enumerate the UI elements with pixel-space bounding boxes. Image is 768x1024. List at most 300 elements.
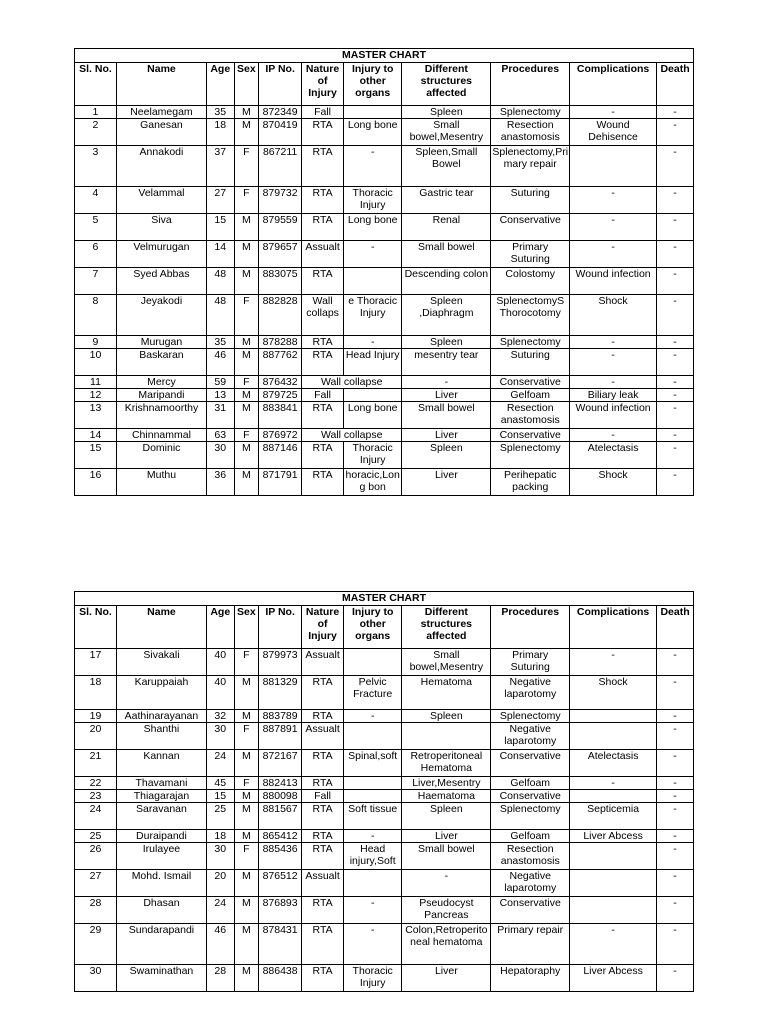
cell-procedures: SplenectomyS Thorocotomy — [491, 295, 570, 336]
cell-sl-no: 11 — [75, 376, 117, 389]
cell-death: - — [657, 241, 694, 268]
cell-ip-no: 872349 — [259, 106, 302, 119]
cell-sex: M — [234, 442, 259, 469]
cell-name: Saravanan — [116, 803, 206, 830]
cell-sex: F — [234, 146, 259, 187]
cell-name: Irulayee — [116, 843, 206, 870]
table-row — [75, 924, 694, 965]
cell-nature-of-injury: Fall — [302, 106, 344, 119]
cell-name: Jeyakodi — [116, 295, 206, 336]
cell-age: 25 — [206, 803, 234, 830]
cell-procedures: Colostomy — [491, 268, 570, 295]
cell-procedures: Primary Suturing — [491, 649, 570, 676]
table-row — [75, 710, 694, 723]
cell-injury-to-other-organs: - — [344, 924, 402, 965]
cell-ip-no: 886438 — [259, 965, 302, 992]
cell-sl-no: 16 — [75, 469, 117, 496]
cell-death: - — [657, 777, 694, 790]
cell-name: Dominic — [116, 442, 206, 469]
cell-sl-no: 29 — [75, 924, 117, 965]
cell-structures-affected: Renal — [402, 214, 491, 241]
cell-death: - — [657, 710, 694, 723]
cell-nature-of-injury: RTA — [302, 146, 344, 187]
cell-structures-affected: Spleen,Small Bowel — [402, 146, 491, 187]
cell-injury-to-other-organs: Thoracic Injury — [344, 187, 402, 214]
cell-death: - — [657, 723, 694, 750]
cell-name: Maripandi — [116, 389, 206, 402]
cell-complications: Shock — [570, 469, 657, 496]
cell-age: 63 — [206, 429, 234, 442]
cell-structures-affected: Small bowel — [402, 241, 491, 268]
cell-complications — [570, 146, 657, 187]
column-header-procedures: Procedures — [491, 606, 570, 649]
cell-death: - — [657, 119, 694, 146]
cell-age: 27 — [206, 187, 234, 214]
cell-death: - — [657, 106, 694, 119]
cell-ip-no: 878288 — [259, 336, 302, 349]
cell-ip-no: 879657 — [259, 241, 302, 268]
table-row — [75, 723, 694, 750]
cell-ip-no: 879559 — [259, 214, 302, 241]
cell-ip-no: 883075 — [259, 268, 302, 295]
column-header-sex: Sex — [234, 63, 259, 106]
cell-nature-of-injury: RTA — [302, 710, 344, 723]
cell-structures-affected: Small bowel — [402, 402, 491, 429]
cell-structures-affected: - — [402, 870, 491, 897]
cell-nature-of-injury: Assualt — [302, 723, 344, 750]
cell-nature-of-injury: RTA — [302, 897, 344, 924]
cell-structures-affected: Spleen — [402, 442, 491, 469]
table-row — [75, 119, 694, 146]
cell-injury-to-other-organs — [344, 389, 402, 402]
cell-structures-affected: Pseudocyst Pancreas — [402, 897, 491, 924]
cell-name: Sundarapandi — [116, 924, 206, 965]
cell-nature-of-injury: RTA — [302, 803, 344, 830]
column-header-name: Name — [116, 606, 206, 649]
cell-age: 36 — [206, 469, 234, 496]
cell-ip-no: 870419 — [259, 119, 302, 146]
cell-nature-of-injury: Assualt — [302, 870, 344, 897]
cell-nature-of-injury: Assualt — [302, 241, 344, 268]
cell-sex: M — [234, 676, 259, 710]
column-header-death: Death — [657, 606, 694, 649]
cell-ip-no: 879732 — [259, 187, 302, 214]
cell-structures-affected: Hematoma — [402, 676, 491, 710]
cell-complications: Wound Dehisence — [570, 119, 657, 146]
cell-age: 48 — [206, 268, 234, 295]
cell-injury-to-other-organs: Spinal,soft — [344, 750, 402, 777]
cell-structures-affected: - — [402, 376, 491, 389]
cell-death: - — [657, 924, 694, 965]
cell-nature-of-injury: RTA — [302, 469, 344, 496]
cell-death: - — [657, 750, 694, 777]
cell-complications — [570, 870, 657, 897]
cell-sex: M — [234, 106, 259, 119]
cell-name: Velmurugan — [116, 241, 206, 268]
cell-nature-of-injury: RTA — [302, 402, 344, 429]
cell-injury-to-other-organs: Thoracic Injury — [344, 965, 402, 992]
cell-injury-to-other-organs: - — [344, 830, 402, 843]
cell-ip-no: 882828 — [259, 295, 302, 336]
cell-sl-no: 23 — [75, 790, 117, 803]
cell-sex: M — [234, 924, 259, 965]
cell-injury-to-other-organs — [344, 106, 402, 119]
cell-procedures: Gelfoam — [491, 777, 570, 790]
cell-sex: F — [234, 429, 259, 442]
cell-complications: Liver Abcess — [570, 965, 657, 992]
cell-sl-no: 22 — [75, 777, 117, 790]
cell-complications: Liver Abcess — [570, 830, 657, 843]
cell-sl-no: 26 — [75, 843, 117, 870]
cell-nature-of-injury: RTA — [302, 187, 344, 214]
cell-ip-no: 887762 — [259, 349, 302, 376]
cell-sex: M — [234, 897, 259, 924]
cell-ip-no: 885436 — [259, 843, 302, 870]
cell-death: - — [657, 843, 694, 870]
cell-name: Kannan — [116, 750, 206, 777]
table-row — [75, 790, 694, 803]
cell-injury-to-other-organs: Soft tissue — [344, 803, 402, 830]
cell-nature-of-injury: RTA — [302, 676, 344, 710]
cell-procedures: Conservative — [491, 376, 570, 389]
cell-complications — [570, 790, 657, 803]
cell-structures-affected: Liver — [402, 429, 491, 442]
cell-death: - — [657, 965, 694, 992]
cell-age: 30 — [206, 442, 234, 469]
cell-name: Swaminathan — [116, 965, 206, 992]
cell-structures-affected: Haematoma — [402, 790, 491, 803]
cell-nature-of-injury: RTA — [302, 442, 344, 469]
cell-procedures: Gelfoam — [491, 389, 570, 402]
table-row — [75, 402, 694, 429]
cell-age: 37 — [206, 146, 234, 187]
cell-sex: F — [234, 376, 259, 389]
cell-complications: - — [570, 241, 657, 268]
cell-ip-no: 871791 — [259, 469, 302, 496]
cell-sex: M — [234, 870, 259, 897]
cell-nature-of-injury: RTA — [302, 349, 344, 376]
cell-ip-no: 872167 — [259, 750, 302, 777]
cell-injury-to-other-organs — [344, 723, 402, 750]
cell-sl-no: 6 — [75, 241, 117, 268]
cell-nature-of-injury: RTA — [302, 777, 344, 790]
cell-sl-no: 27 — [75, 870, 117, 897]
cell-injury-to-other-organs: - — [344, 710, 402, 723]
cell-procedures: Resection anastomosis — [491, 843, 570, 870]
cell-age: 14 — [206, 241, 234, 268]
cell-sl-no: 20 — [75, 723, 117, 750]
cell-nature-of-injury: RTA — [302, 924, 344, 965]
cell-procedures: Negative laparotomy — [491, 870, 570, 897]
table-row — [75, 214, 694, 241]
cell-sl-no: 9 — [75, 336, 117, 349]
column-header-structures-affected: Different structures affected — [402, 63, 491, 106]
cell-sl-no: 8 — [75, 295, 117, 336]
cell-ip-no: 867211 — [259, 146, 302, 187]
cell-death: - — [657, 790, 694, 803]
cell-complications — [570, 710, 657, 723]
cell-age: 24 — [206, 897, 234, 924]
cell-complications: Atelectasis — [570, 750, 657, 777]
table-row — [75, 146, 694, 187]
cell-complications: - — [570, 649, 657, 676]
table-row — [75, 870, 694, 897]
cell-name: Mercy — [116, 376, 206, 389]
cell-age: 15 — [206, 214, 234, 241]
table-row — [75, 187, 694, 214]
cell-structures-affected: Descending colon — [402, 268, 491, 295]
cell-name: Aathinarayanan — [116, 710, 206, 723]
cell-name: Chinnammal — [116, 429, 206, 442]
cell-age: 40 — [206, 676, 234, 710]
cell-nature-of-injury: RTA — [302, 214, 344, 241]
table-row — [75, 897, 694, 924]
cell-nature-of-injury: RTA — [302, 336, 344, 349]
cell-injury-to-other-organs: Thoracic Injury — [344, 442, 402, 469]
table-row — [75, 241, 694, 268]
cell-age: 15 — [206, 790, 234, 803]
cell-sl-no: 18 — [75, 676, 117, 710]
cell-death: - — [657, 830, 694, 843]
cell-sex: M — [234, 710, 259, 723]
cell-name: Shanthi — [116, 723, 206, 750]
column-header-death: Death — [657, 63, 694, 106]
cell-injury-to-other-organs — [344, 777, 402, 790]
cell-sex: M — [234, 750, 259, 777]
cell-sex: F — [234, 723, 259, 750]
table-row — [75, 676, 694, 710]
cell-name: Ganesan — [116, 119, 206, 146]
cell-structures-affected: Small bowel — [402, 843, 491, 870]
cell-name: Duraipandi — [116, 830, 206, 843]
cell-death: - — [657, 146, 694, 187]
cell-procedures: Gelfoam — [491, 830, 570, 843]
cell-sex: M — [234, 469, 259, 496]
cell-sex: M — [234, 402, 259, 429]
cell-nature-of-injury: RTA — [302, 119, 344, 146]
cell-sl-no: 19 — [75, 710, 117, 723]
cell-ip-no: 879725 — [259, 389, 302, 402]
cell-sex: M — [234, 241, 259, 268]
cell-age: 20 — [206, 870, 234, 897]
cell-name: Siva — [116, 214, 206, 241]
cell-sex: M — [234, 803, 259, 830]
cell-procedures: Conservative — [491, 897, 570, 924]
cell-sex: M — [234, 790, 259, 803]
cell-complications: Shock — [570, 295, 657, 336]
master-chart-table-2 — [74, 591, 694, 992]
cell-age: 30 — [206, 723, 234, 750]
cell-complications: - — [570, 349, 657, 376]
cell-sex: M — [234, 389, 259, 402]
cell-procedures: Perihepatic packing — [491, 469, 570, 496]
table-row — [75, 106, 694, 119]
cell-ip-no: 876893 — [259, 897, 302, 924]
cell-injury-to-other-organs: Long bone — [344, 214, 402, 241]
cell-nature-of-injury: Fall — [302, 389, 344, 402]
cell-sl-no: 25 — [75, 830, 117, 843]
cell-death: - — [657, 402, 694, 429]
cell-complications: - — [570, 214, 657, 241]
cell-death: - — [657, 336, 694, 349]
cell-structures-affected: Spleen — [402, 106, 491, 119]
cell-nature-of-injury: RTA — [302, 965, 344, 992]
cell-complications: - — [570, 336, 657, 349]
cell-ip-no: 876512 — [259, 870, 302, 897]
cell-procedures: Suturing — [491, 349, 570, 376]
cell-structures-affected: Spleen — [402, 710, 491, 723]
cell-structures-affected: Liver — [402, 965, 491, 992]
cell-death: - — [657, 268, 694, 295]
table-title: MASTER CHART — [75, 49, 694, 63]
table-title: MASTER CHART — [75, 592, 694, 606]
cell-death: - — [657, 897, 694, 924]
cell-age: 46 — [206, 349, 234, 376]
cell-injury-to-other-organs: - — [344, 336, 402, 349]
cell-complications: Wound infection — [570, 268, 657, 295]
table-body — [75, 106, 694, 496]
cell-ip-no: 883789 — [259, 710, 302, 723]
cell-age: 32 — [206, 710, 234, 723]
cell-structures-affected: Spleen — [402, 336, 491, 349]
column-header-procedures: Procedures — [491, 63, 570, 106]
cell-death: - — [657, 376, 694, 389]
column-header-nature-of-injury: Nature of Injury — [302, 63, 344, 106]
table-row — [75, 649, 694, 676]
cell-complications: Septicemia — [570, 803, 657, 830]
cell-injury-to-other-organs: - — [344, 897, 402, 924]
cell-procedures: Conservative — [491, 790, 570, 803]
cell-sl-no: 5 — [75, 214, 117, 241]
cell-structures-affected: Colon,Retroperitoneal hematoma — [402, 924, 491, 965]
cell-nature-of-injury: Wall collaps — [302, 295, 344, 336]
cell-name: Murugan — [116, 336, 206, 349]
column-header-injury-to-other-organs: Injury to other organs — [344, 606, 402, 649]
cell-injury-to-other-organs: Pelvic Fracture — [344, 676, 402, 710]
cell-age: 31 — [206, 402, 234, 429]
cell-name: Baskaran — [116, 349, 206, 376]
cell-nature-of-injury: RTA — [302, 750, 344, 777]
cell-name: Velammal — [116, 187, 206, 214]
cell-sex: F — [234, 649, 259, 676]
cell-complications: - — [570, 376, 657, 389]
cell-death: - — [657, 442, 694, 469]
cell-sl-no: 28 — [75, 897, 117, 924]
cell-procedures: Negative laparotomy — [491, 723, 570, 750]
column-header-complications: Complications — [570, 606, 657, 649]
column-header-nature-of-injury: Nature of Injury — [302, 606, 344, 649]
cell-injury-to-other-organs: Head Injury — [344, 349, 402, 376]
cell-structures-affected: Spleen — [402, 803, 491, 830]
cell-age: 28 — [206, 965, 234, 992]
cell-name: Syed Abbas — [116, 268, 206, 295]
cell-structures-affected: Liver — [402, 389, 491, 402]
cell-age: 35 — [206, 106, 234, 119]
cell-sl-no: 2 — [75, 119, 117, 146]
cell-age: 18 — [206, 119, 234, 146]
cell-ip-no: 881567 — [259, 803, 302, 830]
cell-sex: M — [234, 965, 259, 992]
table-row — [75, 750, 694, 777]
cell-structures-affected: Liver,Mesentry — [402, 777, 491, 790]
cell-complications: - — [570, 106, 657, 119]
cell-complications — [570, 897, 657, 924]
cell-structures-affected: Retroperitoneal Hematoma — [402, 750, 491, 777]
cell-name: Muthu — [116, 469, 206, 496]
cell-sl-no: 15 — [75, 442, 117, 469]
column-header-ip-no: IP No. — [259, 606, 302, 649]
cell-ip-no: 883841 — [259, 402, 302, 429]
column-header-sl-no: Sl. No. — [75, 63, 117, 106]
table-row — [75, 376, 694, 389]
cell-ip-no: 876972 — [259, 429, 302, 442]
cell-procedures: Splenectomy — [491, 803, 570, 830]
cell-sex: M — [234, 336, 259, 349]
cell-ip-no: 887891 — [259, 723, 302, 750]
cell-sl-no: 1 — [75, 106, 117, 119]
cell-age: 24 — [206, 750, 234, 777]
cell-structures-affected: mesentry tear — [402, 349, 491, 376]
cell-ip-no: 880098 — [259, 790, 302, 803]
table-row — [75, 389, 694, 402]
cell-sl-no: 13 — [75, 402, 117, 429]
cell-procedures: Splenectomy — [491, 106, 570, 119]
table-row — [75, 295, 694, 336]
cell-ip-no: 876432 — [259, 376, 302, 389]
cell-age: 40 — [206, 649, 234, 676]
cell-structures-affected: Spleen ,Diaphragm — [402, 295, 491, 336]
table-row — [75, 830, 694, 843]
cell-sex: F — [234, 777, 259, 790]
cell-procedures: Primary repair — [491, 924, 570, 965]
cell-age: 18 — [206, 830, 234, 843]
column-header-complications: Complications — [570, 63, 657, 106]
table-row — [75, 777, 694, 790]
cell-sl-no: 3 — [75, 146, 117, 187]
cell-complications: Wound infection — [570, 402, 657, 429]
cell-sl-no: 7 — [75, 268, 117, 295]
cell-death: - — [657, 469, 694, 496]
cell-name: Dhasan — [116, 897, 206, 924]
cell-procedures: Splenectomy,Primary repair — [491, 146, 570, 187]
cell-age: 59 — [206, 376, 234, 389]
cell-injury-to-other-organs — [344, 268, 402, 295]
column-header-sl-no: Sl. No. — [75, 606, 117, 649]
cell-nature-of-injury: RTA — [302, 843, 344, 870]
cell-complications: - — [570, 429, 657, 442]
master-chart-table-1 — [74, 48, 694, 496]
cell-sl-no: 14 — [75, 429, 117, 442]
cell-age: 30 — [206, 843, 234, 870]
cell-age: 13 — [206, 389, 234, 402]
table-row — [75, 349, 694, 376]
cell-death: - — [657, 187, 694, 214]
cell-structures-affected: Liver — [402, 830, 491, 843]
table-row — [75, 843, 694, 870]
cell-complications — [570, 723, 657, 750]
column-header-age: Age — [206, 606, 234, 649]
cell-name: Annakodi — [116, 146, 206, 187]
cell-sex: F — [234, 843, 259, 870]
cell-structures-affected: Small bowel,Mesentry — [402, 119, 491, 146]
cell-ip-no: 878431 — [259, 924, 302, 965]
cell-sex: M — [234, 214, 259, 241]
cell-name: Thiagarajan — [116, 790, 206, 803]
table-body — [75, 649, 694, 992]
cell-procedures: Splenectomy — [491, 336, 570, 349]
header-row — [75, 606, 694, 649]
cell-sex: M — [234, 830, 259, 843]
